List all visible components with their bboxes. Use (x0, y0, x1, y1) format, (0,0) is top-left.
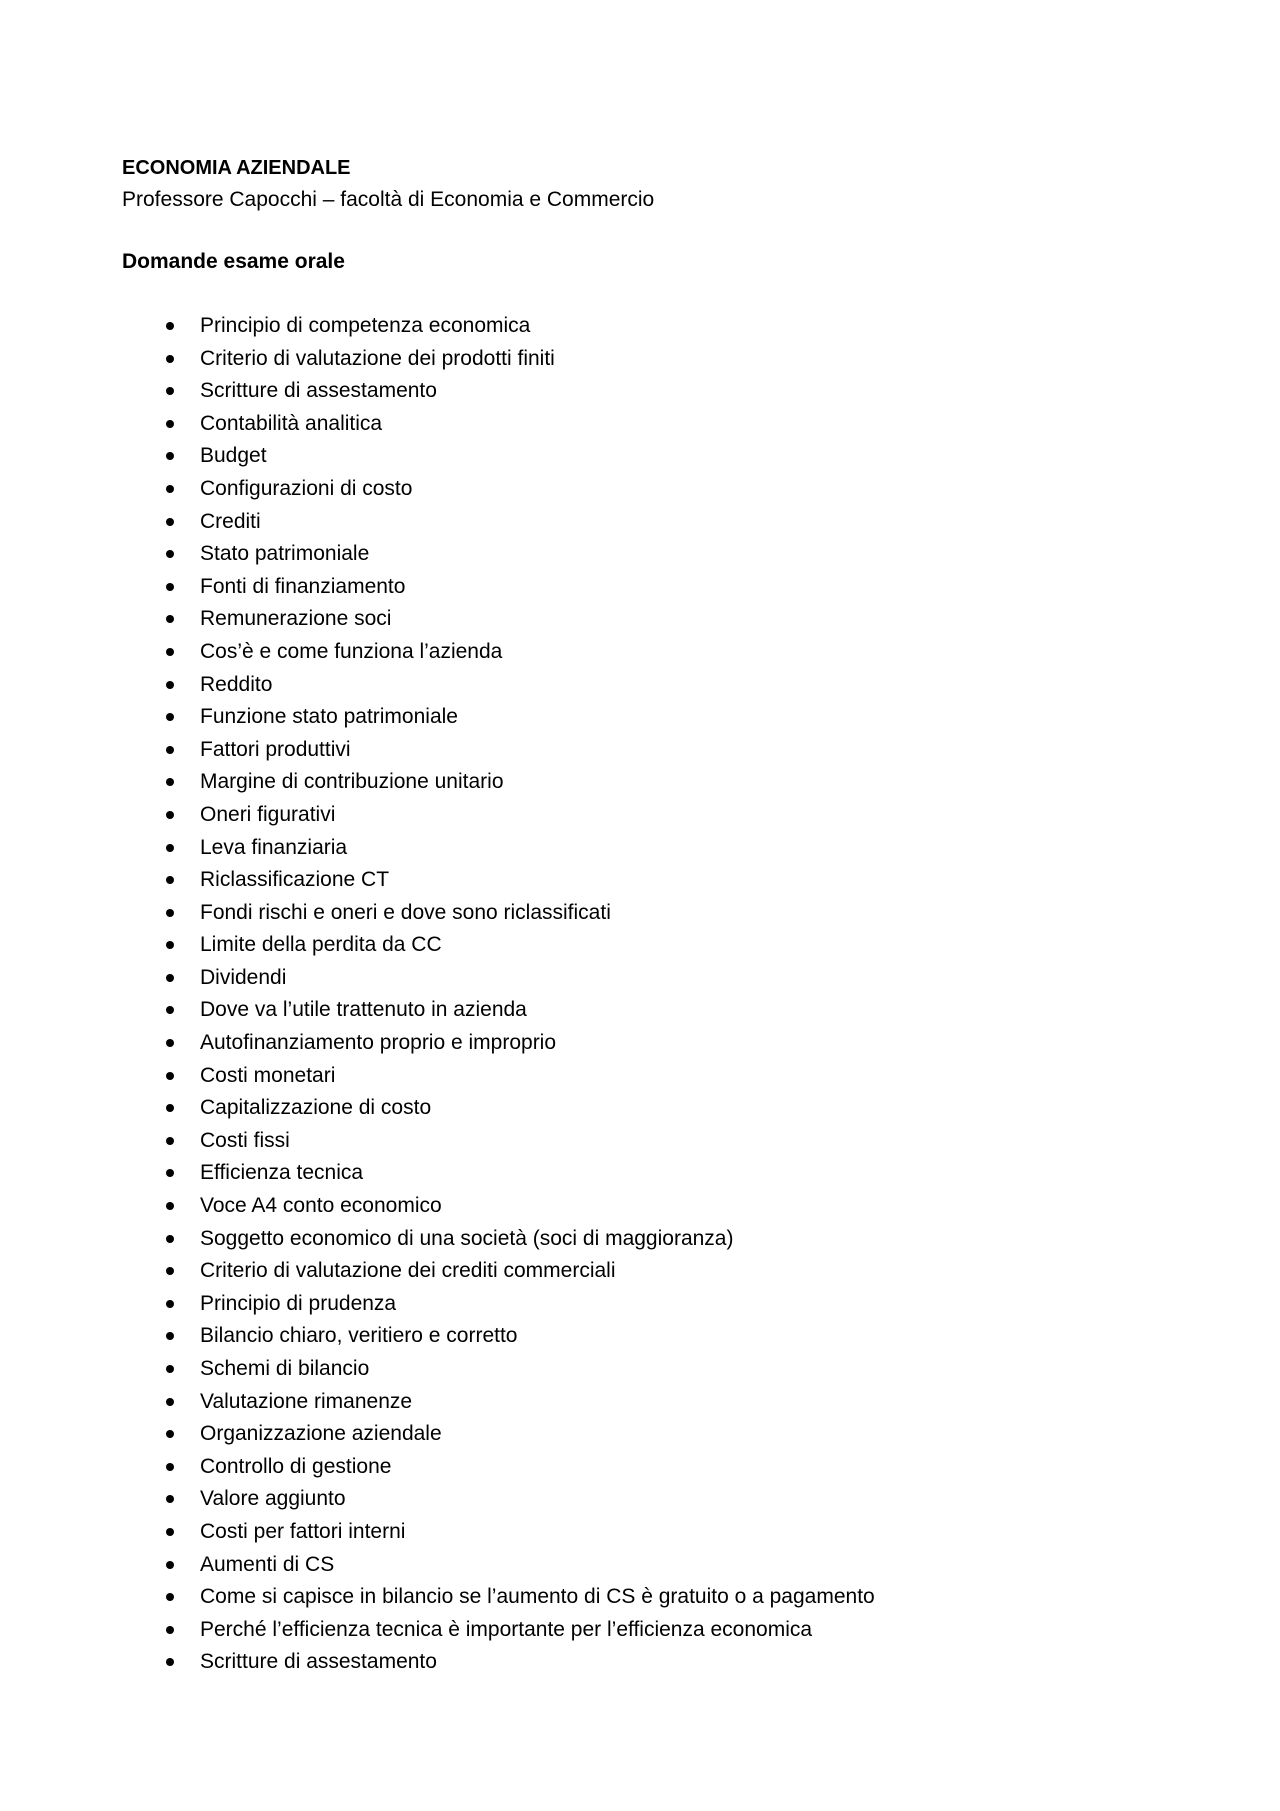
bullet-icon (166, 550, 174, 558)
list-item (122, 1451, 1162, 1484)
list-item-text: Reddito (200, 672, 273, 696)
list-item-text: Contabilità analitica (200, 411, 383, 435)
list-item-text: Dove va l’utile trattenuto in azienda (200, 998, 527, 1022)
list-item (122, 1190, 1162, 1223)
bullet-icon (166, 1593, 174, 1601)
list-item (122, 636, 1162, 669)
bullet-icon (166, 1332, 174, 1340)
bullet-icon (166, 1169, 174, 1177)
list-item-text: Efficienza tecnica (200, 1161, 364, 1185)
bullet-icon (166, 1006, 174, 1014)
list-item-text: Schemi di bilancio (200, 1357, 370, 1380)
document-subtitle: Professore Capocchi – facoltà di Economia e Commercio (122, 188, 655, 211)
bullet-icon (166, 485, 174, 493)
list-item (122, 310, 1162, 343)
bullet-icon (166, 1365, 174, 1373)
list-item-text: Criterio di valutazione dei prodotti finiti (200, 346, 555, 370)
list-item (122, 375, 1162, 408)
bullet-icon (166, 974, 174, 982)
list-item (122, 962, 1162, 995)
list-item-text: Costi fissi (200, 1128, 290, 1152)
bullet-icon (166, 1137, 174, 1145)
list-item (122, 473, 1162, 506)
bullet-icon (166, 1300, 174, 1308)
list-item-text: Fonti di finanziamento (200, 574, 406, 598)
list-item-text: Riclassificazione CT (200, 868, 390, 892)
list-item (122, 571, 1162, 604)
list-item (122, 1614, 1162, 1647)
list-item (122, 1320, 1162, 1353)
bullet-icon (166, 518, 174, 526)
bullet-icon (166, 909, 174, 917)
list-item-text: Crediti (200, 509, 261, 533)
list-item-text: Scritture di assestamento (200, 1650, 437, 1674)
bullet-icon (166, 876, 174, 884)
list-item-text: Bilancio chiaro, veritiero e corretto (200, 1324, 518, 1348)
list-item (122, 538, 1162, 571)
bullet-icon (166, 1626, 174, 1634)
bullet-icon (166, 844, 174, 852)
list-item (122, 603, 1162, 636)
list-item (122, 994, 1162, 1027)
bullet-icon (166, 1398, 174, 1406)
list-item (122, 440, 1162, 473)
list-item-text: Budget (200, 444, 267, 468)
list-item-text: Aumenti di CS (200, 1552, 335, 1576)
list-item-text: Costi per fattori interni (200, 1519, 406, 1543)
list-item-text: Come si capisce in bilancio se l’aumento di CS è gratuito o a pagamento (200, 1585, 875, 1609)
list-item (122, 1288, 1162, 1321)
list-item (122, 1549, 1162, 1582)
bullet-icon (166, 713, 174, 721)
bullet-icon (166, 583, 174, 591)
bullet-icon (166, 746, 174, 754)
list-item (122, 701, 1162, 734)
list-item (122, 1223, 1162, 1256)
bullet-icon (166, 1235, 174, 1243)
bullet-icon (166, 941, 174, 949)
list-item (122, 1027, 1162, 1060)
list-item (122, 897, 1162, 930)
question-list (122, 310, 1162, 1679)
list-item-text: Organizzazione aziendale (200, 1422, 442, 1446)
list-item-text: Cos’è e come funziona l’azienda (200, 639, 503, 663)
list-item-text: Perché l’efficienza tecnica è importante per l’efficienza economica (200, 1617, 813, 1641)
list-item-text: Principio di prudenza (200, 1291, 397, 1315)
list-item (122, 1418, 1162, 1451)
list-item-text: Costi monetari (200, 1063, 336, 1087)
bullet-icon (166, 322, 174, 330)
list-item (122, 408, 1162, 441)
list-item-text: Principio di competenza economica (200, 314, 531, 337)
bullet-icon (166, 648, 174, 656)
list-item-text: Dividendi (200, 965, 287, 989)
list-item-text: Margine di contribuzione unitario (200, 770, 504, 794)
list-item-text: Valore aggiunto (200, 1487, 346, 1511)
bullet-icon (166, 1658, 174, 1666)
document-content (122, 152, 1162, 1679)
list-item (122, 864, 1162, 897)
bullet-icon (166, 1202, 174, 1210)
list-item (122, 832, 1162, 865)
list-item-text: Fattori produttivi (200, 737, 351, 761)
list-item (122, 1516, 1162, 1549)
list-item-text: Limite della perdita da CC (200, 933, 442, 957)
list-item-text: Configurazioni di costo (200, 476, 413, 500)
list-item (122, 1060, 1162, 1093)
bullet-icon (166, 1561, 174, 1569)
list-item (122, 1646, 1162, 1679)
list-item (122, 506, 1162, 539)
bullet-icon (166, 1267, 174, 1275)
list-item (122, 1581, 1162, 1614)
list-item-text: Stato patrimoniale (200, 542, 370, 566)
bullet-icon (166, 778, 174, 786)
list-item (122, 1353, 1162, 1386)
bullet-icon (166, 452, 174, 460)
list-item-text: Voce A4 conto economico (200, 1194, 442, 1218)
list-item-text: Scritture di assestamento (200, 379, 437, 403)
list-item (122, 799, 1162, 832)
bullet-icon (166, 1495, 174, 1503)
list-item-text: Autofinanziamento proprio e improprio (200, 1031, 557, 1055)
list-item (122, 734, 1162, 767)
list-item-text: Soggetto economico di una società (soci di maggioranza) (200, 1226, 734, 1250)
list-item-text: Funzione stato patrimoniale (200, 705, 458, 729)
list-item (122, 929, 1162, 962)
list-item (122, 1386, 1162, 1419)
document-title: ECONOMIA AZIENDALE (122, 157, 351, 179)
bullet-icon (166, 615, 174, 623)
list-item-text: Valutazione rimanenze (200, 1389, 413, 1413)
list-item-text: Leva finanziaria (200, 835, 348, 859)
list-item-text: Oneri figurativi (200, 802, 336, 826)
list-item-text: Capitalizzazione di costo (200, 1096, 432, 1120)
bullet-icon (166, 1072, 174, 1080)
list-item (122, 1255, 1162, 1288)
bullet-icon (166, 1528, 174, 1536)
list-item (122, 1092, 1162, 1125)
list-item-text: Controllo di gestione (200, 1454, 392, 1478)
list-item-text: Fondi rischi e oneri e dove sono riclassificati (200, 900, 611, 924)
bullet-icon (166, 387, 174, 395)
list-item (122, 669, 1162, 702)
section-heading: Domande esame orale (122, 250, 345, 273)
list-item (122, 1157, 1162, 1190)
bullet-icon (166, 1039, 174, 1047)
bullet-icon (166, 1463, 174, 1471)
list-item (122, 766, 1162, 799)
bullet-icon (166, 1430, 174, 1438)
list-item-text: Criterio di valutazione dei crediti commerciali (200, 1259, 616, 1283)
list-item-text: Remunerazione soci (200, 607, 392, 631)
bullet-icon (166, 811, 174, 819)
bullet-icon (166, 355, 174, 363)
bullet-icon (166, 681, 174, 689)
list-item (122, 1483, 1162, 1516)
bullet-icon (166, 420, 174, 428)
bullet-icon (166, 1104, 174, 1112)
list-item (122, 343, 1162, 376)
list-item (122, 1125, 1162, 1158)
